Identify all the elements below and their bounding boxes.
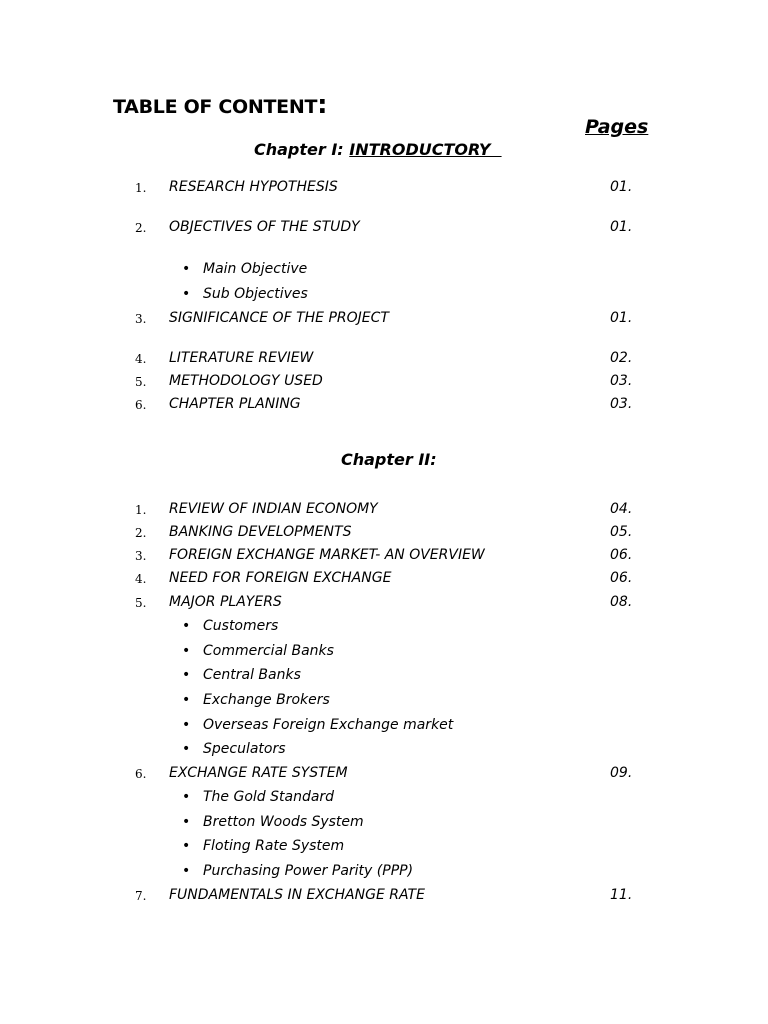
ch2-item-1-number: 1.	[135, 503, 147, 517]
chapter-1-name: INTRODUCTORY	[349, 140, 502, 159]
ch2-item-1-page: 04.	[610, 501, 633, 517]
ch1-item-5-number: 5.	[135, 375, 147, 389]
bullet-icon: •	[182, 717, 191, 733]
ch2-item-6-number: 6.	[135, 767, 147, 781]
ch1-item-3-number: 3.	[135, 312, 147, 326]
ch1-item-3-title: SIGNIFICANCE OF THE PROJECT	[169, 310, 389, 326]
list-item: • Exchange Brokers	[182, 692, 330, 708]
list-item: • Overseas Foreign Exchange market	[182, 717, 454, 733]
page-title-colon: :	[317, 90, 328, 120]
ch2-item-4-title: NEED FOR FOREIGN EXCHANGE	[169, 570, 392, 586]
ch2-item-2-title: BANKING DEVELOPMENTS	[169, 524, 352, 540]
ch1-item-5-page: 03.	[610, 373, 633, 389]
ch2-item-7-number: 7.	[135, 889, 147, 903]
bullet-icon: •	[182, 741, 191, 757]
list-item: • Commercial Banks	[182, 643, 334, 659]
ch1-item-1-title: RESEARCH HYPOTHESIS	[169, 179, 338, 195]
ch2-item-1-title: REVIEW OF INDIAN ECONOMY	[169, 501, 378, 517]
ch1-item-4-page: 02.	[610, 350, 633, 366]
ch2-item-3-title: FOREIGN EXCHANGE MARKET- AN OVERVIEW	[169, 547, 485, 563]
ch2-item-5-page: 08.	[610, 594, 633, 610]
ch2-item-2-page: 05.	[610, 524, 633, 540]
list-item: • Floting Rate System	[182, 838, 345, 854]
bullet-icon: •	[182, 863, 191, 879]
ch1-item-2-number: 2.	[135, 221, 147, 235]
ch1-item-4-number: 4.	[135, 352, 147, 366]
ch1-item-6-page: 03.	[610, 396, 633, 412]
ch2-item-3-page: 06.	[610, 547, 633, 563]
chapter-2-heading: Chapter II:	[341, 450, 437, 469]
ch1-item-2-title: OBJECTIVES OF THE STUDY	[169, 219, 360, 235]
bullet-icon: •	[182, 261, 191, 277]
bullet-icon: •	[182, 814, 191, 830]
ch1-item-2-page: 01.	[610, 219, 633, 235]
ch1-item-3-page: 01.	[610, 310, 633, 326]
ch2-item-3-number: 3.	[135, 549, 147, 563]
ch1-item-1-page: 01.	[610, 179, 633, 195]
bullet-icon: •	[182, 838, 191, 854]
chapter-1-prefix: Chapter I:	[254, 140, 350, 159]
bullet-icon: •	[182, 643, 191, 659]
ch2-item-2-number: 2.	[135, 526, 147, 540]
ch1-item-1-number: 1.	[135, 181, 147, 195]
ch2-item-5-number: 5.	[135, 596, 147, 610]
bullet-icon: •	[182, 667, 191, 683]
ch2-item-4-number: 4.	[135, 572, 147, 586]
list-item: • Speculators	[182, 741, 286, 757]
ch2-item-6-page: 09.	[610, 765, 633, 781]
bullet-icon: •	[182, 789, 191, 805]
list-item: • Bretton Woods System	[182, 814, 364, 830]
ch2-item-7-title: FUNDAMENTALS IN EXCHANGE RATE	[169, 887, 425, 903]
list-item: • Main Objective	[182, 261, 308, 277]
list-item: • Sub Objectives	[182, 286, 308, 302]
bullet-icon: •	[182, 692, 191, 708]
ch1-item-5-title: METHODOLOGY USED	[169, 373, 323, 389]
chapter-1-heading	[254, 140, 502, 159]
ch2-item-4-page: 06.	[610, 570, 633, 586]
ch1-item-4-title: LITERATURE REVIEW	[169, 350, 314, 366]
ch1-item-6-number: 6.	[135, 398, 147, 412]
ch1-item-6-title: CHAPTER PLANING	[169, 396, 301, 412]
ch2-item-5-title: MAJOR PLAYERS	[169, 594, 282, 610]
pages-column-header: Pages	[585, 116, 649, 138]
page-title	[113, 90, 327, 120]
list-item: • Customers	[182, 618, 279, 634]
list-item: • The Gold Standard	[182, 789, 335, 805]
ch2-item-7-page: 11.	[610, 887, 633, 903]
bullet-icon: •	[182, 286, 191, 302]
ch2-item-6-title: EXCHANGE RATE SYSTEM	[169, 765, 348, 781]
list-item: • Purchasing Power Parity (PPP)	[182, 863, 414, 879]
page-title-text: TABLE OF CONTENT	[113, 96, 318, 118]
bullet-icon: •	[182, 618, 191, 634]
list-item: • Central Banks	[182, 667, 301, 683]
